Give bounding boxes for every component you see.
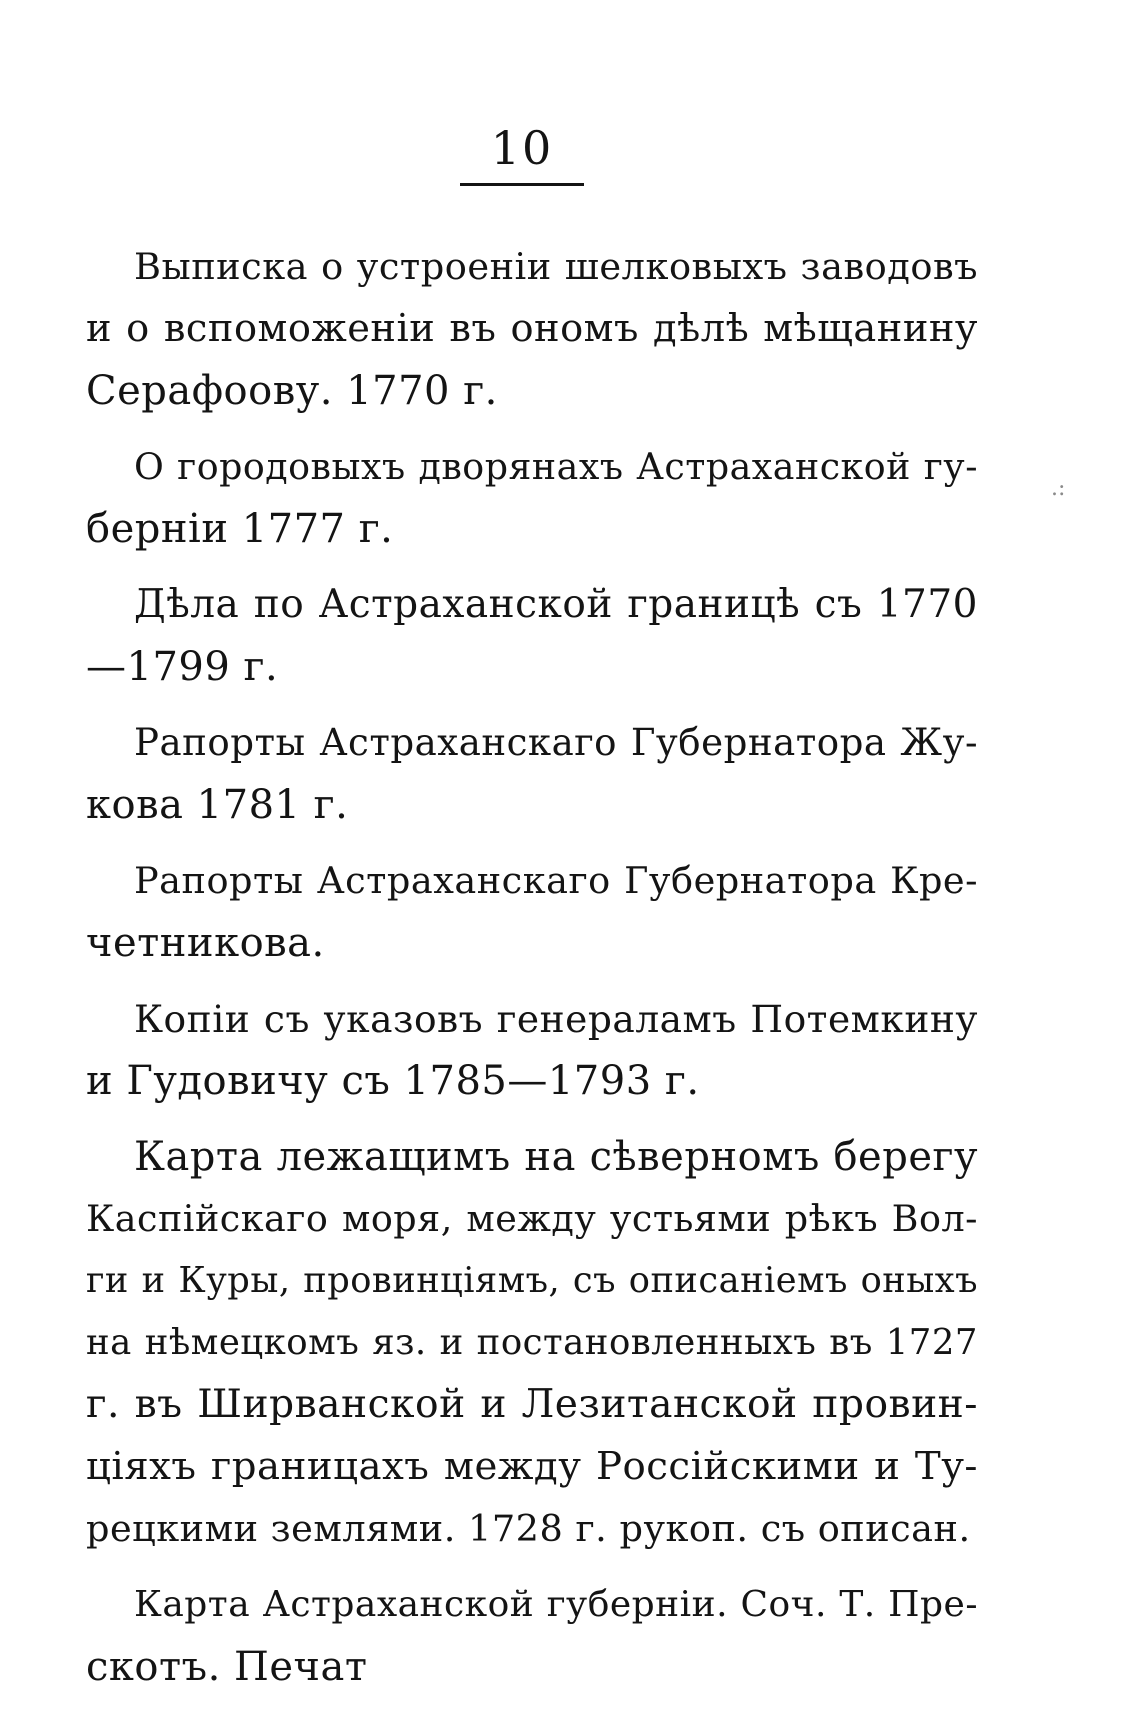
catalog-entry [86,436,978,560]
catalog-entry [86,712,978,836]
entry-line: бернiи 1777 г. [86,506,394,552]
entry-line: Каспiйскаго моря, между устьями рѣкъ Вол- [86,1197,978,1240]
page-number: 10 [490,121,554,175]
entry-line: на нѣмецкомъ яз. и постановленныхъ въ 1727 [86,1322,978,1363]
entry-line: четникова. [86,920,325,966]
page-number-rule [460,183,584,186]
catalog-entry [86,988,978,1112]
entry-line: скотъ. Печат [86,1644,368,1690]
entry-line: рецкими землями. 1728 г. рукоп. съ описан. [86,1507,971,1550]
entry-line: и Гудовичу съ 1785—1793 г. [86,1058,700,1104]
entry-line: О городовыхъ дворянахъ Астраханской гу- [134,445,978,488]
entry-line: ги и Куры, провинцiямъ, съ описанiемъ оныхъ [86,1260,978,1301]
entry-line: —1799 г. [86,644,279,690]
catalog-entry [86,574,978,698]
entry-line: Карта лежащимъ на сѣверномъ берегу [134,1134,978,1180]
entry-line: Рапорты Астраханскаго Губернатора Кре- [134,859,978,902]
catalog-entry [86,236,978,422]
margin-mark: .: [1051,476,1066,501]
catalog-entry [86,1126,978,1560]
entry-line: Рапорты Астраханскаго Губернатора Жу- [134,721,978,764]
entry-line: Дѣла по Астраханской границѣ съ 1770 [134,582,978,627]
entry-line: цiяхъ границахъ между Россiйскими и Ту- [86,1444,978,1489]
entry-line: кова 1781 г. [86,782,349,828]
entry-line: Карта Астраханской губернiи. Соч. Т. Пре- [134,1584,978,1625]
catalog-entry [86,1574,978,1698]
entry-line: г. въ Ширванской и Лезитанской провин- [86,1382,978,1427]
catalog-entry [86,850,978,974]
entry-line: и о вспоможенiи въ ономъ дѣлѣ мѣщанину [86,306,978,351]
catalog-entries [86,236,978,1712]
entry-line: Серафоову. 1770 г. [86,368,498,414]
entry-line: Копiи съ указовъ генераламъ Потемкину [134,997,978,1041]
entry-line: Выписка о устроенiи шелковыхъ заводовъ [134,245,978,288]
